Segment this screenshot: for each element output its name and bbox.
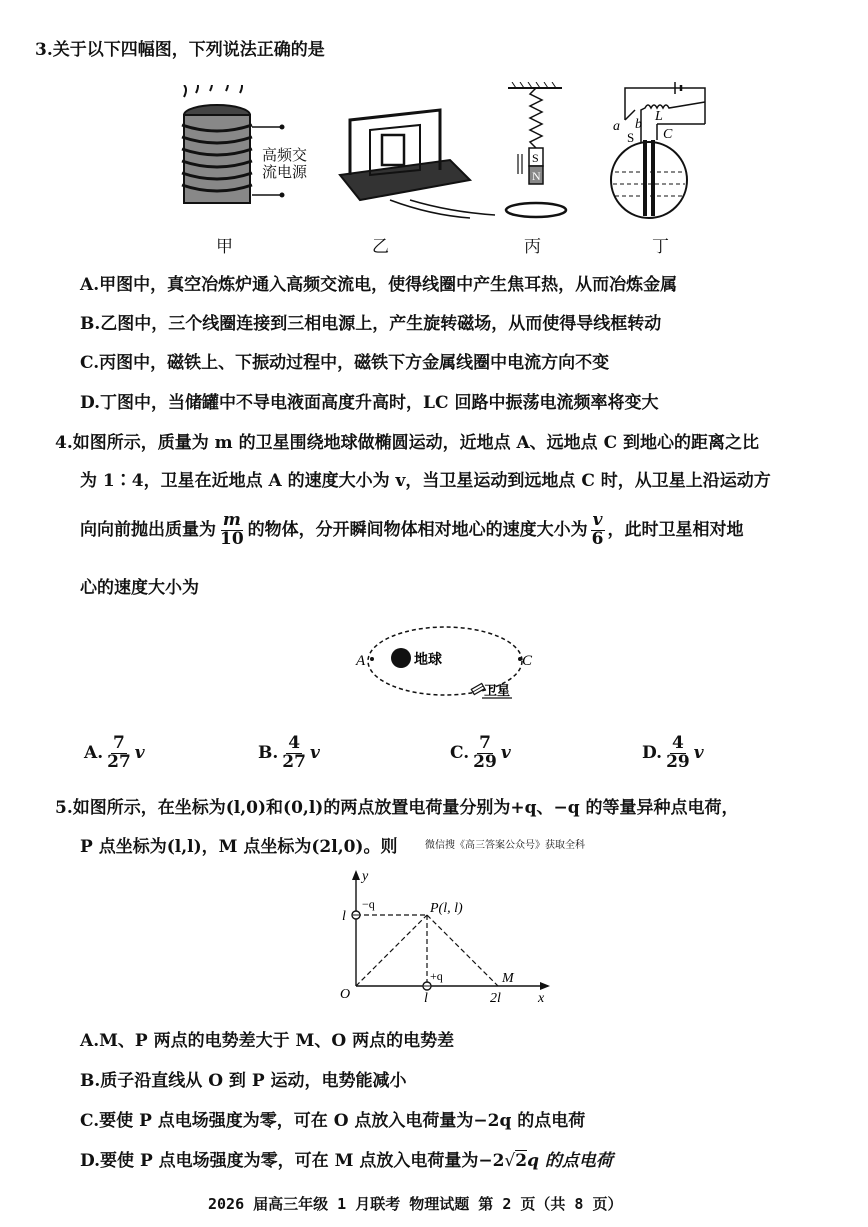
speed-frac-den: 6 <box>591 528 604 549</box>
coordinate-diagram <box>330 868 560 1008</box>
orbit-a-label: A <box>356 653 366 669</box>
q4-option-b-letter: B. <box>258 742 279 763</box>
m-point-label: M <box>502 971 514 986</box>
q3-option-b: B.乙图中，三个线圈连接到三相电源上，产生旋转磁场，从而使得导线框转动 <box>80 314 662 334</box>
q4-line3-mid: 的物体，分开瞬间物体相对地心的速度大小为 <box>247 519 588 540</box>
q4-option-b-unit: v <box>309 742 320 763</box>
q5-option-b: B.质子沿直线从 O 到 P 运动，电势能减小 <box>80 1071 407 1091</box>
lc-l-label: L <box>655 109 663 124</box>
q4-option-d-frac <box>664 735 692 772</box>
q4-line3 <box>80 512 744 549</box>
q4-option-b-num: 4 <box>288 733 301 753</box>
lc-tank-figure <box>605 80 720 220</box>
q4-line3-post: ，此时卫星相对地 <box>607 519 744 540</box>
y-l-label: l <box>342 909 346 924</box>
q4-option-a <box>84 735 145 772</box>
q4-line3-pre: 向向前抛出质量为 <box>80 519 216 540</box>
mass-frac-den: 10 <box>220 528 244 549</box>
q5-option-c: C.要使 P 点电场强度为零，可在 O 点放入电荷量为−2q 的点电荷 <box>80 1111 586 1131</box>
q4-line1: 4.如图所示，质量为 m 的卫星围绕地球做椭圆运动，近地点 A、远地点 C 到地心的距离之比 <box>55 433 760 453</box>
q4-line4: 心的速度大小为 <box>80 578 199 598</box>
two-l-label: 2l <box>490 991 501 1006</box>
q4-option-c-den: 29 <box>473 751 497 772</box>
magnet-s-label: S <box>532 151 539 165</box>
x-axis-label: x <box>538 991 545 1006</box>
caption-yi: 乙 <box>372 237 389 257</box>
q3-stem: 3.关于以下四幅图，下列说法正确的是 <box>35 40 325 60</box>
three-phase-figure <box>330 100 500 220</box>
fig1-label-line2: 流电源 <box>262 163 308 181</box>
lc-a-label: a <box>613 119 620 134</box>
caption-ding: 丁 <box>652 237 669 257</box>
x-l-label: l <box>424 991 428 1006</box>
spring-magnet-figure <box>500 82 580 227</box>
q4-option-b <box>258 735 320 772</box>
q4-option-d-num: 4 <box>671 733 684 753</box>
q5-option-d-pre: D.要使 P 点电场强度为零，可在 M 点放入电荷量为−2 <box>80 1151 505 1171</box>
q5-option-d-post: q 的点电荷 <box>527 1151 613 1171</box>
satellite-label: 卫星 <box>484 683 511 698</box>
q4-option-a-unit: v <box>134 742 145 763</box>
p-point-label: P(l, l) <box>430 901 463 916</box>
earth-label: 地球 <box>414 653 442 668</box>
satellite-icon <box>471 683 484 694</box>
q4-option-d <box>642 735 704 772</box>
magnet-n-label: N <box>532 169 541 183</box>
page-footer: 2026 届高三年级 1 月联考 物理试题 第 2 页（共 8 页） <box>208 1195 623 1213</box>
fig1-label <box>262 147 307 181</box>
q4-option-a-frac <box>105 735 133 772</box>
q4-option-c <box>450 735 511 772</box>
q3-option-a: A.甲图中，真空冶炼炉通入高频交流电，使得线圈中产生焦耳热，从而冶炼金属 <box>80 275 678 295</box>
pos-q-label: +q <box>430 969 443 983</box>
mass-fraction <box>218 512 246 549</box>
q4-option-c-num: 7 <box>479 733 491 753</box>
q4-option-a-letter: A. <box>84 742 104 763</box>
lc-c-label: C <box>663 127 673 142</box>
q4-option-d-unit: v <box>693 742 704 763</box>
q4-option-c-letter: C. <box>450 742 470 763</box>
y-axis-label: y <box>362 869 369 884</box>
q3-option-c: C.丙图中，磁铁上、下振动过程中，磁铁下方金属线圈中电流方向不变 <box>80 353 610 373</box>
q4-line2: 为 1∶4，卫星在近地点 A 的速度大小为 v，当卫星运动到远地点 C 时，从卫星上沿运动方 <box>80 471 771 491</box>
sqrt-sign: √ <box>504 1151 516 1171</box>
orbit-diagram <box>350 618 550 710</box>
speed-frac-num: v <box>592 510 603 530</box>
origin-label: O <box>340 987 351 1002</box>
q4-option-b-den: 27 <box>282 751 306 772</box>
q5-option-d <box>80 1146 613 1171</box>
q3-option-d: D.丁图中，当储罐中不导电液面高度升高时，LC 回路中振荡电流频率将变大 <box>80 393 659 413</box>
q4-option-a-num: 7 <box>113 733 125 753</box>
orbit-c-label: C <box>522 653 533 669</box>
q5-line1: 5.如图所示，在坐标为(l,0)和(0,l)的两点放置电荷量分别为+q、−q 的等量异种点电荷， <box>55 798 739 818</box>
lc-switch-label: S <box>627 130 635 145</box>
q4-option-b-frac <box>280 735 308 772</box>
lc-b-label: b <box>635 117 642 132</box>
q5-option-d-sqrt: 2 <box>515 1151 528 1171</box>
q4-option-d-letter: D. <box>642 742 663 763</box>
watermark-text: 微信搜《高三答案公众号》获取全科 <box>425 840 585 851</box>
q5-option-a: A.M、P 两点的电势差大于 M、O 两点的电势差 <box>80 1031 455 1051</box>
neg-q-label: −q <box>362 897 375 911</box>
q4-option-c-unit: v <box>500 742 511 763</box>
speed-fraction <box>590 512 606 549</box>
mass-frac-num: m <box>222 510 241 530</box>
caption-jia: 甲 <box>216 237 233 257</box>
q4-option-d-den: 29 <box>666 751 690 772</box>
q5-line2: P 点坐标为(l,l)，M 点坐标为(2l,0)。则 <box>80 837 398 857</box>
q4-option-c-frac <box>471 735 499 772</box>
fig1-label-line1: 高频交 <box>262 146 308 164</box>
caption-bing: 丙 <box>524 237 541 257</box>
q4-option-a-den: 27 <box>107 751 131 772</box>
